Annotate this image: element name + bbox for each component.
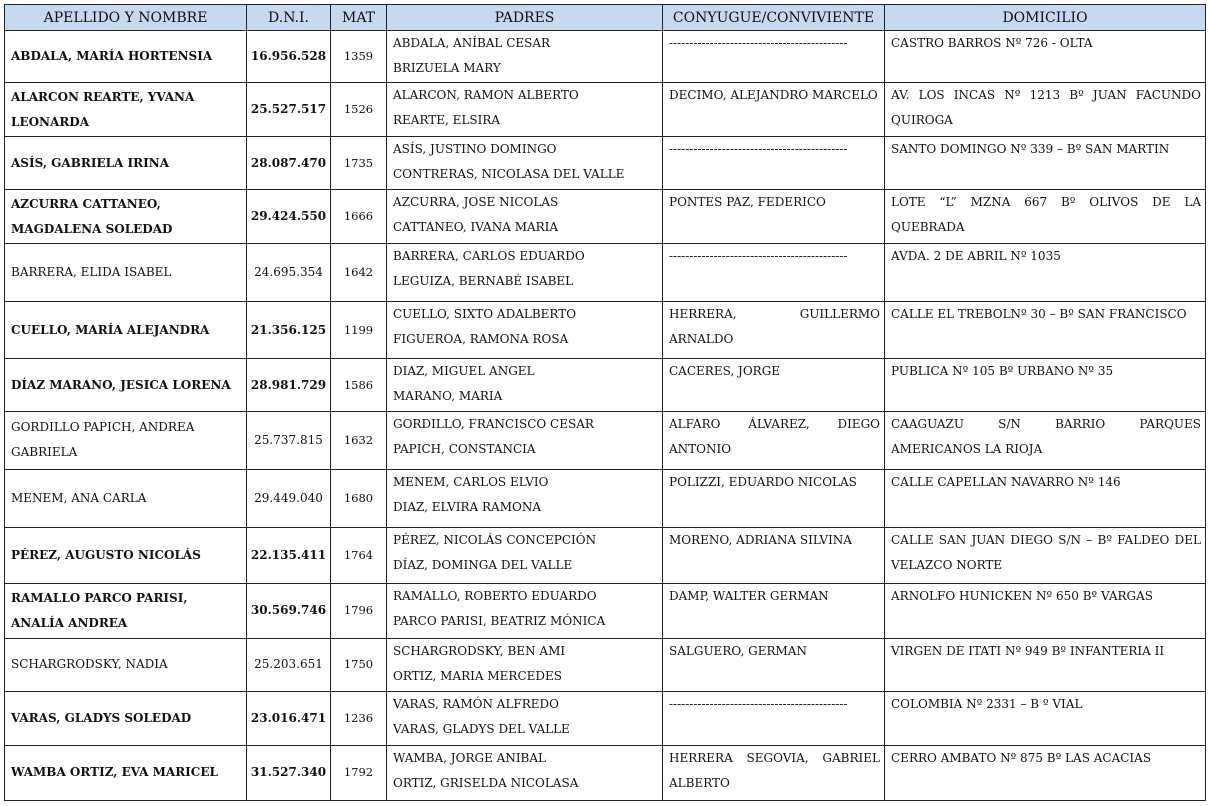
cell-conyuge: HERRERA, GUILLERMO ARNALDO <box>663 302 885 359</box>
cell-domicilio: CASTRO BARROS Nº 726 - OLTA <box>885 31 1206 83</box>
table-row <box>5 745 1206 800</box>
table-row <box>5 302 1206 359</box>
cell-mat: 1642 <box>331 244 387 302</box>
cell-dni: 29.449.040 <box>247 469 331 527</box>
cell-conyuge: DAMP, WALTER GERMAN <box>663 583 885 638</box>
madre-name: CONTRERAS, NICOLASA DEL VALLE <box>393 167 625 182</box>
header-row <box>5 5 1206 31</box>
cell-conyuge: CACERES, JORGE <box>663 359 885 412</box>
cell-name: BARRERA, ELIDA ISABEL <box>5 244 247 302</box>
cell-dni: 25.737.815 <box>247 412 331 469</box>
cell-name: CUELLO, MARÍA ALEJANDRA <box>5 302 247 359</box>
padre-name: BARRERA, CARLOS EDUARDO <box>393 249 585 264</box>
cell-dni: 21.356.125 <box>247 302 331 359</box>
padre-name: SCHARGRODSKY, BEN AMI <box>393 643 566 658</box>
cell-mat: 1792 <box>331 745 387 800</box>
cell-dni: 23.016.471 <box>247 691 331 745</box>
padre-name: ALARCON, RAMON ALBERTO <box>393 88 579 102</box>
madre-name: LEGUIZA, BERNABÉ ISABEL <box>393 274 574 289</box>
cell-padres <box>387 359 663 412</box>
madre-name: PAPICH, CONSTANCIA <box>393 442 536 457</box>
cell-padres <box>387 638 663 691</box>
header-dni: D.N.I. <box>247 5 331 31</box>
cell-name: VARAS, GLADYS SOLEDAD <box>5 691 247 745</box>
cell-mat: 1359 <box>331 31 387 83</box>
cell-name: GORDILLO PAPICH, ANDREA GABRIELA <box>5 412 247 469</box>
cell-name: ALARCON REARTE, YVANA LEONARDA <box>5 83 247 137</box>
cell-mat: 1764 <box>331 527 387 583</box>
cell-domicilio: CERRO AMBATO Nº 875 Bº LAS ACACIAS <box>885 745 1206 800</box>
cell-name: ASÍS, GABRIELA IRINA <box>5 137 247 190</box>
cell-mat: 1735 <box>331 137 387 190</box>
cell-name: PÉREZ, AUGUSTO NICOLÁS <box>5 527 247 583</box>
cell-name: MENEM, ANA CARLA <box>5 469 247 527</box>
padre-name: GORDILLO, FRANCISCO CESAR <box>393 417 594 432</box>
cell-domicilio: PUBLICA Nº 105 Bº URBANO Nº 35 <box>885 359 1206 412</box>
cell-padres <box>387 244 663 302</box>
cell-padres <box>387 469 663 527</box>
cell-mat: 1666 <box>331 190 387 244</box>
cell-conyuge: -------------------------------------------- <box>663 244 885 302</box>
table-row <box>5 244 1206 302</box>
cell-mat: 1199 <box>331 302 387 359</box>
cell-name: SCHARGRODSKY, NADIA <box>5 638 247 691</box>
table-row <box>5 359 1206 412</box>
cell-mat: 1632 <box>331 412 387 469</box>
cell-conyuge: -------------------------------------------- <box>663 31 885 83</box>
cell-name: DÍAZ MARANO, JESICA LORENA <box>5 359 247 412</box>
cell-padres <box>387 745 663 800</box>
table-row <box>5 412 1206 469</box>
cell-domicilio: VIRGEN DE ITATI Nº 949 Bº INFANTERIA II <box>885 638 1206 691</box>
padre-name: AZCURRA, JOSE NICOLAS <box>393 195 559 210</box>
cell-name: AZCURRA CATTANEO, MAGDALENA SOLEDAD <box>5 190 247 244</box>
cell-dni: 28.981.729 <box>247 359 331 412</box>
table-row <box>5 83 1206 137</box>
cell-conyuge: HERRERA SEGOVIA, GABRIEL ALBERTO <box>663 745 885 800</box>
cell-dni: 25.203.651 <box>247 638 331 691</box>
cell-domicilio: LOTE “L” MZNA 667 Bº OLIVOS DE LA QUEBRADA <box>885 190 1206 244</box>
header-conyuge: CONYUGUE/CONVIVIENTE <box>663 5 885 31</box>
cell-conyuge: -------------------------------------------- <box>663 137 885 190</box>
padre-name: PÉREZ, NICOLÁS CONCEPCIÓN <box>393 532 597 547</box>
cell-conyuge: ALFARO ÁLVAREZ, DIEGO ANTONIO <box>663 412 885 469</box>
cell-mat: 1236 <box>331 691 387 745</box>
cell-conyuge: MORENO, ADRIANA SILVINA <box>663 527 885 583</box>
table-row <box>5 583 1206 638</box>
padre-name: CUELLO, SIXTO ADALBERTO <box>393 307 577 322</box>
cell-dni: 16.956.528 <box>247 31 331 83</box>
madre-name: CATTANEO, IVANA MARIA <box>393 220 559 235</box>
cell-domicilio: CALLE CAPELLAN NAVARRO Nº 146 <box>885 469 1206 527</box>
cell-padres <box>387 527 663 583</box>
table-row <box>5 638 1206 691</box>
cell-mat: 1586 <box>331 359 387 412</box>
cell-dni: 22.135.411 <box>247 527 331 583</box>
cell-name: ABDALA, MARÍA HORTENSIA <box>5 31 247 83</box>
padre-name: ABDALA, ANÍBAL CESAR <box>393 36 551 50</box>
padre-name: RAMALLO, ROBERTO EDUARDO <box>393 588 597 603</box>
cell-domicilio: SANTO DOMINGO Nº 339 – Bº SAN MARTIN <box>885 137 1206 190</box>
cell-name: WAMBA ORTIZ, EVA MARICEL <box>5 745 247 800</box>
cell-dni: 28.087.470 <box>247 137 331 190</box>
cell-conyuge: POLIZZI, EDUARDO NICOLAS <box>663 469 885 527</box>
cell-padres <box>387 583 663 638</box>
madre-name: ORTIZ, MARIA MERCEDES <box>393 668 562 683</box>
cell-domicilio: AV. LOS INCAS Nº 1213 Bº JUAN FACUNDO QUIROGA <box>885 83 1206 137</box>
cell-dni: 25.527.517 <box>247 83 331 137</box>
madre-name: DÍAZ, DOMINGA DEL VALLE <box>393 557 573 572</box>
header-padres: PADRES <box>387 5 663 31</box>
cell-conyuge: SALGUERO, GERMAN <box>663 638 885 691</box>
header-name: APELLIDO Y NOMBRE <box>5 5 247 31</box>
cell-padres <box>387 691 663 745</box>
madre-name: PARCO PARISI, BEATRIZ MÓNICA <box>393 613 606 628</box>
cell-conyuge: -------------------------------------------- <box>663 691 885 745</box>
cell-domicilio: CALLE SAN JUAN DIEGO S/N – Bº FALDEO DEL VELAZCO NORTE <box>885 527 1206 583</box>
madre-name: DIAZ, ELVIRA RAMONA <box>393 499 542 514</box>
cell-mat: 1680 <box>331 469 387 527</box>
table-row <box>5 469 1206 527</box>
padre-name: MENEM, CARLOS ELVIO <box>393 474 549 489</box>
cell-padres <box>387 83 663 137</box>
madre-name: FIGUEROA, RAMONA ROSA <box>393 332 569 347</box>
cell-padres <box>387 31 663 83</box>
padre-name: WAMBA, JORGE ANIBAL <box>393 750 547 765</box>
cell-padres <box>387 190 663 244</box>
cell-padres <box>387 302 663 359</box>
table-row <box>5 527 1206 583</box>
cell-dni: 30.569.746 <box>247 583 331 638</box>
cell-conyuge: PONTES PAZ, FEDERICO <box>663 190 885 244</box>
table-row <box>5 137 1206 190</box>
cell-domicilio: COLOMBIA Nº 2331 – B º VIAL <box>885 691 1206 745</box>
cell-mat: 1750 <box>331 638 387 691</box>
cell-dni: 29.424.550 <box>247 190 331 244</box>
cell-domicilio: CALLE EL TREBOLNº 30 – Bº SAN FRANCISCO <box>885 302 1206 359</box>
padre-name: DIAZ, MIGUEL ANGEL <box>393 364 535 379</box>
madre-name: BRIZUELA MARY <box>393 61 501 75</box>
cell-conyuge: DECIMO, ALEJANDRO MARCELO <box>663 83 885 137</box>
cell-domicilio: ARNOLFO HUNICKEN Nº 650 Bº VARGAS <box>885 583 1206 638</box>
madre-name: VARAS, GLADYS DEL VALLE <box>393 721 570 736</box>
registry-table <box>4 4 1206 801</box>
table-row <box>5 31 1206 83</box>
madre-name: REARTE, ELSIRA <box>393 113 501 127</box>
header-domicilio: DOMICILIO <box>885 5 1206 31</box>
padre-name: ASÍS, JUSTINO DOMINGO <box>393 142 557 157</box>
madre-name: MARANO, MARIA <box>393 389 503 404</box>
cell-padres <box>387 137 663 190</box>
cell-dni: 31.527.340 <box>247 745 331 800</box>
cell-domicilio: CAAGUAZU S/N BARRIO PARQUES AMERICANOS LA RIOJA <box>885 412 1206 469</box>
padre-name: VARAS, RAMÓN ALFREDO <box>393 696 559 711</box>
table-row <box>5 190 1206 244</box>
cell-mat: 1526 <box>331 83 387 137</box>
cell-padres <box>387 412 663 469</box>
header-mat: MAT <box>331 5 387 31</box>
cell-name: RAMALLO PARCO PARISI, ANALÍA ANDREA <box>5 583 247 638</box>
madre-name: ORTIZ, GRISELDA NICOLASA <box>393 775 579 790</box>
table-row <box>5 691 1206 745</box>
cell-domicilio: AVDA. 2 DE ABRIL Nº 1035 <box>885 244 1206 302</box>
cell-dni: 24.695.354 <box>247 244 331 302</box>
cell-mat: 1796 <box>331 583 387 638</box>
